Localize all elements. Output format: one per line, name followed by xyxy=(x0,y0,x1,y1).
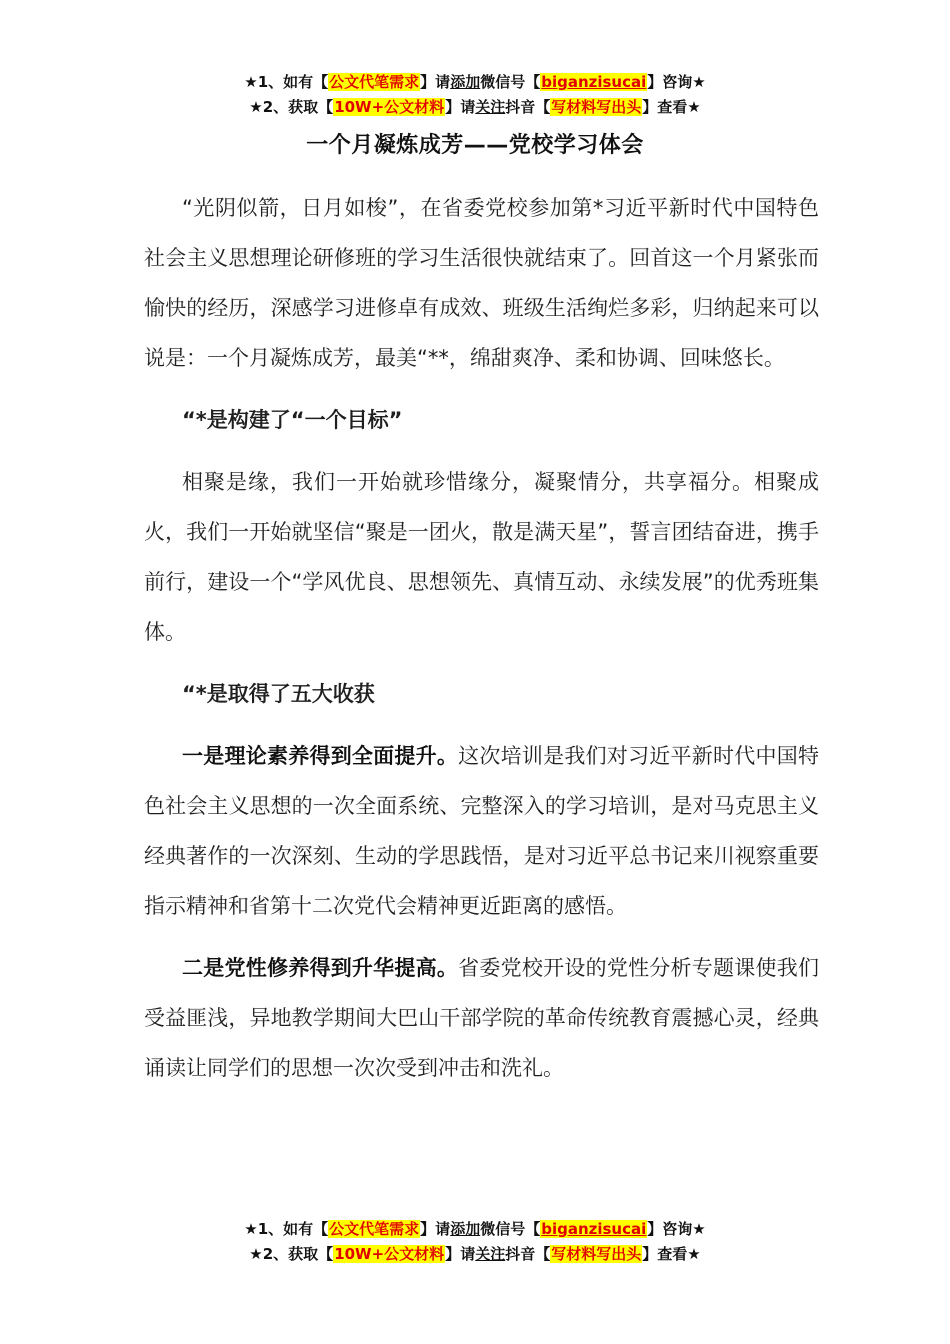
banner-text: 微信号【 xyxy=(480,1220,541,1238)
banner-line-1 xyxy=(0,70,950,95)
banner-text: ★2、获取【 xyxy=(249,98,334,116)
banner-text: 】请 xyxy=(445,1245,476,1263)
banner-wechat-id: biganzisucai xyxy=(541,1220,647,1238)
paragraph-lead-bold: 二是党性修养得到升华提高。 xyxy=(182,956,459,980)
banner-text: ★2、获取【 xyxy=(249,1245,334,1263)
banner-underlined: 关注 xyxy=(475,98,506,116)
banner-text: 】请 xyxy=(420,1220,451,1238)
banner-text: 】查看★ xyxy=(642,98,701,116)
banner-text: 抖音【 xyxy=(505,98,551,116)
paragraph-gain-2 xyxy=(144,943,819,1093)
bottom-banner xyxy=(0,1217,950,1267)
banner-wechat-id: biganzisucai xyxy=(541,73,647,91)
banner-underlined: 添加 xyxy=(450,1220,481,1238)
banner-line-2 xyxy=(0,1242,950,1267)
banner-highlight: 10W+公文材料 xyxy=(334,1245,445,1263)
banner-text: ★1、如有【 xyxy=(244,1220,329,1238)
banner-line-2 xyxy=(0,95,950,120)
paragraph-gain-1 xyxy=(144,731,819,931)
banner-text: 】查看★ xyxy=(642,1245,701,1263)
document-body xyxy=(144,183,819,1093)
section-heading-1: “*是构建了“一个目标” xyxy=(182,408,403,432)
banner-highlight: 写材料写出头 xyxy=(551,1245,642,1263)
banner-text: 微信号【 xyxy=(480,73,541,91)
top-banner xyxy=(0,70,950,120)
banner-highlight: 10W+公文材料 xyxy=(334,98,445,116)
paragraph-intro: “光阴似箭，日月如梭”，在省委党校参加第*习近平新时代中国特色社会主义思想理论研修班的学习生活很快就结束了。回首这一个月紧张而愉快的经历，深感学习进修卓有成效、班级生活绚烂多彩，归纳起来可以说是：一个月凝炼成芳，最美“**，绵甜爽净、柔和协调、回味悠长。 xyxy=(144,196,819,370)
banner-text: 】咨询★ xyxy=(647,73,706,91)
banner-text: 抖音【 xyxy=(505,1245,551,1263)
banner-underlined: 添加 xyxy=(450,73,481,91)
banner-text: 】咨询★ xyxy=(647,1220,706,1238)
paragraph-text: 省委党校开设的党性分析专题课使我们受益匪浅，异地教学期间大巴山干部学院的革命传统教育震撼心灵，经典诵读让同学们的思想一次次受到冲击和洗礼。 xyxy=(144,956,820,1080)
paragraph-text: 这次培训是我们对习近平新时代中国特色社会主义思想的一次全面系统、完整深入的学习培训，是对马克思主义经典著作的一次深刻、生动的学思践悟，是对习近平总书记来川视察重要指示精神和省第十二次党代会精神更近距离的感悟。 xyxy=(144,744,820,918)
banner-text: 】请 xyxy=(445,98,476,116)
section-heading-2: “*是取得了五大收获 xyxy=(182,682,375,706)
banner-highlight: 公文代笔需求 xyxy=(329,1220,420,1238)
banner-text: ★1、如有【 xyxy=(244,73,329,91)
banner-highlight: 写材料写出头 xyxy=(551,98,642,116)
paragraph-lead-bold: 一是理论素养得到全面提升。 xyxy=(182,744,459,768)
document-title: 一个月凝炼成芳——党校学习体会 xyxy=(306,133,644,158)
banner-text: 】请 xyxy=(420,73,451,91)
banner-line-1 xyxy=(0,1217,950,1242)
banner-highlight: 公文代笔需求 xyxy=(329,73,420,91)
paragraph-goal: 相聚是缘，我们一开始就珍惜缘分，凝聚情分，共享福分。相聚成火，我们一开始就坚信“聚是一团火，散是满天星”，誓言团结奋进，携手前行，建设一个“学风优良、思想领先、真情互动、永续发展”的优秀班集体。 xyxy=(144,470,819,644)
banner-underlined: 关注 xyxy=(475,1245,506,1263)
